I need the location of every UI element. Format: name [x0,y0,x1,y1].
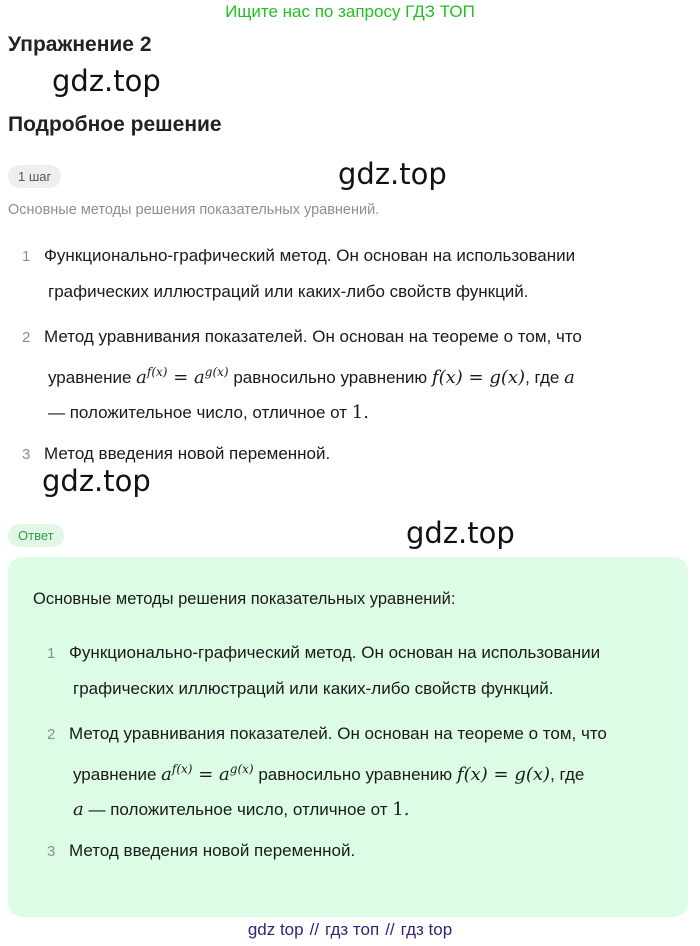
footer-link[interactable]: гдз top [400,920,453,939]
footer-separator: // [385,920,395,939]
text-fragment: , где [525,368,560,387]
exercise-title: Упражнение 2 [8,33,152,56]
footer-separator: // [309,920,320,939]
answer-intro: Основные методы решения показательных уравнений: [33,590,456,608]
watermark: gdz.top [52,64,161,98]
formula: f(x) = g(x) [456,764,551,785]
text-fragment: уравнение [48,368,132,387]
list-text: Метод уравнивания показателей. Он основан на теореме о том, что [69,724,607,743]
watermark: gdz.top [42,464,151,498]
list-text [22,395,672,430]
list-text: Функционально-графический метод. Он основан на использовании [69,643,601,662]
answer-badge: Ответ [8,524,64,547]
watermark: gdz.top [338,157,447,191]
text-fragment: уравнение [73,765,157,784]
list-item [47,833,667,869]
list-number: 3 [47,843,56,860]
formula: a [73,799,84,820]
watermark: gdz.top [406,516,515,550]
list-text: графических иллюстраций или каких-либо свойств функций. [48,282,529,301]
footer-link[interactable]: gdz top [247,920,304,939]
list-text [47,752,667,792]
list-item [47,635,667,706]
footer-links [0,920,700,940]
list-number: 3 [22,446,31,463]
formula: $a^{f(x)} = a^{g(x)}$ [136,365,229,388]
list-text [22,355,672,395]
list-text: Метод введения новой переменной. [44,444,331,463]
list-text: Функционально-графический метод. Он основан на использовании [44,246,576,265]
formula: 1. [392,799,410,820]
text-fragment: — положительное число, отличное от [88,800,388,819]
top-banner: Ищите нас по запросу ГДЗ ТОП [225,2,475,21]
list-text: графических иллюстраций или каких-либо свойств функций. [73,679,554,698]
list-item [22,319,672,430]
list-item [22,238,672,309]
formula: $a^{f(x)} = a^{g(x)}$ [161,762,254,785]
footer-link[interactable]: гдз топ [325,920,380,939]
list-number: 1 [47,645,56,662]
step-badge: 1 шаг [8,165,61,188]
text-fragment: равносильно уравнению [258,765,453,784]
text-fragment: — положительное число, отличное от [48,403,348,422]
list-text: Метод уравнивания показателей. Он основан на теореме о том, что [44,327,582,346]
list-number: 1 [22,248,31,265]
list-item [47,716,667,827]
solution-intro: Основные методы решения показательных уравнений. [8,202,380,218]
formula: 1. [351,402,369,423]
formula: a [564,367,575,388]
solution-heading: Подробное решение [8,113,222,136]
list-text [47,792,667,827]
text-fragment: , где [550,765,585,784]
text-fragment: равносильно уравнению [233,368,428,387]
list-text: Метод введения новой переменной. [69,841,356,860]
list-number: 2 [47,726,56,743]
formula: f(x) = g(x) [431,367,526,388]
list-number: 2 [22,329,31,346]
